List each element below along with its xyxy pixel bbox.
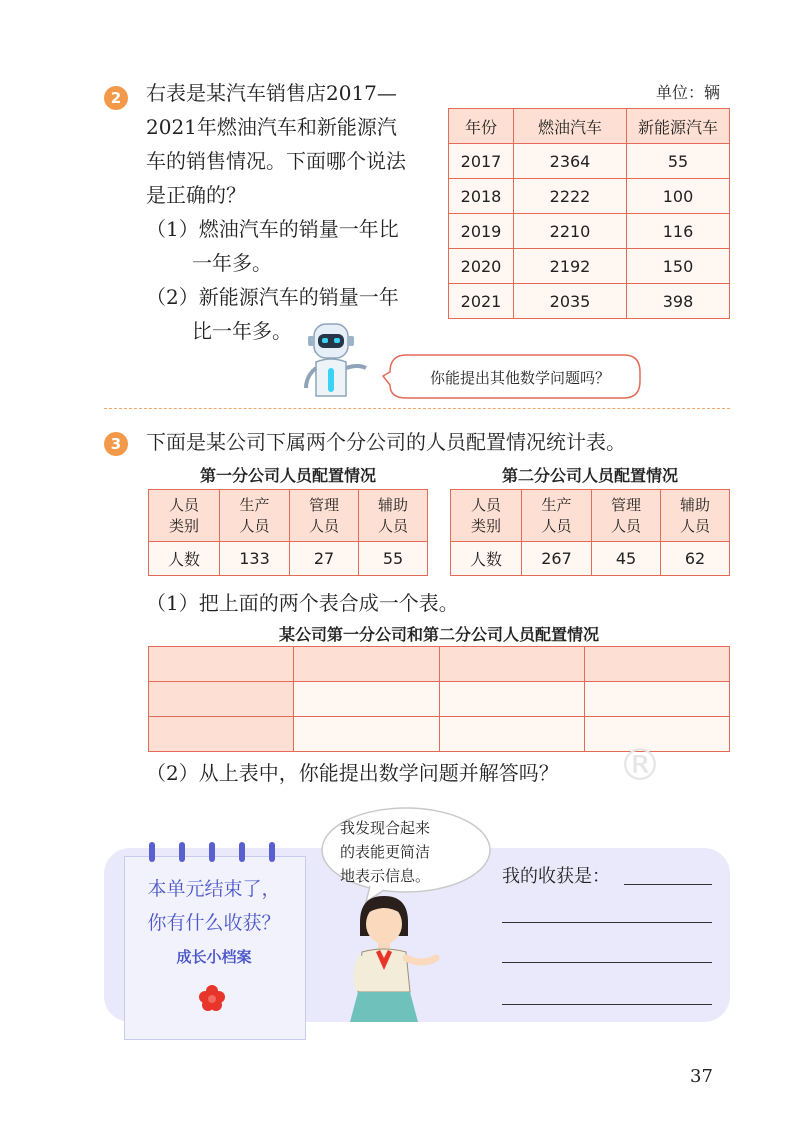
- new-energy-cell: 116: [627, 214, 730, 249]
- q2-option-2: （2）新能源汽车的销量一年: [146, 285, 399, 309]
- answer-line[interactable]: [624, 884, 712, 885]
- new-energy-cell: 398: [627, 284, 730, 319]
- header-category: [451, 490, 522, 542]
- header-category: [149, 490, 220, 542]
- car-sales-table: [448, 108, 730, 319]
- empty-cell[interactable]: [149, 717, 294, 752]
- fuel-cell: 2035: [514, 284, 627, 319]
- card-line-1: 本单元结束了，: [147, 878, 281, 900]
- row-label: 人数: [451, 542, 522, 576]
- branch-1-caption: 第一分公司人员配置情况: [199, 466, 376, 485]
- table-row: [149, 682, 730, 717]
- header-production: [522, 490, 592, 542]
- robot-bubble-text: 你能提出其他数学问题吗？: [429, 368, 610, 387]
- merged-empty-table[interactable]: [148, 646, 730, 752]
- year-cell: 2018: [449, 179, 514, 214]
- header-new-energy: 新能源汽车: [627, 109, 730, 144]
- year-cell: 2020: [449, 249, 514, 284]
- q2-line-2: 2021年燃油汽车和新能源汽: [146, 115, 397, 139]
- binder-rings-icon: [144, 840, 286, 866]
- table-row: [449, 214, 730, 249]
- question-2-badge: 2: [104, 86, 128, 110]
- header-text: 人员: [168, 495, 199, 514]
- header-management: [290, 490, 359, 542]
- header-auxiliary: [359, 490, 428, 542]
- table-row: [149, 647, 730, 682]
- empty-cell[interactable]: [149, 647, 294, 682]
- header-text: 人员: [309, 516, 340, 535]
- value-cell: 62: [661, 542, 730, 576]
- header-text: 辅助: [680, 495, 711, 514]
- merged-table-caption: 某公司第一分公司和第二分公司人员配置情况: [278, 625, 599, 644]
- header-fuel: 燃油汽车: [514, 109, 627, 144]
- table-row: [149, 542, 428, 576]
- year-cell: 2017: [449, 144, 514, 179]
- header-text: 生产: [541, 495, 572, 514]
- page-number: 37: [690, 1066, 713, 1087]
- empty-cell[interactable]: [294, 717, 439, 752]
- header-text: 管理: [309, 495, 340, 514]
- value-cell: 55: [359, 542, 428, 576]
- header-text: 人员: [470, 495, 501, 514]
- header-text: 管理: [611, 495, 642, 514]
- header-production: [220, 490, 290, 542]
- flower-icon: [198, 984, 226, 1012]
- growth-card-tag: 成长小档案: [176, 948, 252, 966]
- fuel-cell: 2192: [514, 249, 627, 284]
- header-management: [592, 490, 661, 542]
- q2-option-1-cont: 一年多。: [192, 251, 272, 275]
- header-text: 人员: [378, 516, 409, 535]
- table-row: [451, 542, 730, 576]
- branch-2-header-row: [451, 490, 730, 542]
- value-cell: 267: [522, 542, 592, 576]
- q2-line-4: 是正确的？: [146, 183, 246, 207]
- girl-bubble-text: [340, 816, 472, 888]
- branch-1-header-row: [149, 490, 428, 542]
- empty-cell[interactable]: [294, 647, 439, 682]
- answer-line[interactable]: [502, 962, 712, 963]
- empty-cell[interactable]: [439, 647, 584, 682]
- table-row: [449, 144, 730, 179]
- car-sales-header-row: [449, 109, 730, 144]
- girl-bubble-line-2: 的表能更简洁: [340, 843, 431, 861]
- registered-watermark: ®: [618, 740, 662, 791]
- q3-sub-1: （1）把上面的两个表合成一个表。: [146, 591, 459, 615]
- section-divider: [104, 408, 730, 409]
- header-text: 人员: [541, 516, 572, 535]
- answer-line[interactable]: [502, 922, 712, 923]
- question-2-text: [146, 76, 436, 348]
- year-cell: 2021: [449, 284, 514, 319]
- growth-card-text: [124, 872, 304, 940]
- table-row: [449, 249, 730, 284]
- girl-bubble-line-3: 地表示信息。: [340, 867, 431, 885]
- empty-cell[interactable]: [439, 682, 584, 717]
- header-year: 年份: [449, 109, 514, 144]
- empty-cell[interactable]: [584, 647, 729, 682]
- girl-illustration: [336, 892, 448, 1024]
- question-3-intro: 下面是某公司下属两个分公司的人员配置情况统计表。: [146, 430, 626, 454]
- table-row: [449, 284, 730, 319]
- new-energy-cell: 55: [627, 144, 730, 179]
- question-3-badge: 3: [104, 432, 128, 456]
- value-cell: 27: [290, 542, 359, 576]
- year-cell: 2019: [449, 214, 514, 249]
- robot-illustration: [292, 318, 372, 398]
- header-text: 人员: [680, 516, 711, 535]
- unit-label: 单位：辆: [656, 83, 721, 102]
- branch-2-caption: 第二分公司人员配置情况: [501, 466, 678, 485]
- header-auxiliary: [661, 490, 730, 542]
- q2-line-1: 右表是某汽车销售店2017—: [146, 81, 397, 105]
- new-energy-cell: 150: [627, 249, 730, 284]
- branch-1-table: [148, 489, 428, 576]
- value-cell: 45: [592, 542, 661, 576]
- fuel-cell: 2364: [514, 144, 627, 179]
- q2-line-3: 车的销售情况。下面哪个说法: [146, 149, 406, 173]
- header-text: 辅助: [378, 495, 409, 514]
- empty-cell[interactable]: [294, 682, 439, 717]
- girl-bubble-line-1: 我发现合起来: [340, 819, 431, 837]
- fuel-cell: 2210: [514, 214, 627, 249]
- header-text: 生产: [239, 495, 270, 514]
- value-cell: 133: [220, 542, 290, 576]
- header-text: 人员: [611, 516, 642, 535]
- q2-option-2-cont: 比一年多。: [192, 319, 292, 343]
- q2-option-1: （1）燃油汽车的销量一年比: [146, 217, 399, 241]
- answer-line[interactable]: [502, 1004, 712, 1005]
- branch-2-table: [450, 489, 730, 576]
- card-line-2: 你有什么收获？: [147, 912, 281, 934]
- header-text: 类别: [168, 516, 199, 535]
- empty-cell[interactable]: [149, 682, 294, 717]
- header-text: 人员: [239, 516, 270, 535]
- new-energy-cell: 100: [627, 179, 730, 214]
- fuel-cell: 2222: [514, 179, 627, 214]
- row-label: 人数: [149, 542, 220, 576]
- table-row: [449, 179, 730, 214]
- empty-cell[interactable]: [584, 682, 729, 717]
- q3-sub-2: （2）从上表中，你能提出数学问题并解答吗？: [146, 761, 559, 785]
- empty-cell[interactable]: [439, 717, 584, 752]
- harvest-label: 我的收获是：: [502, 866, 610, 887]
- header-text: 类别: [470, 516, 501, 535]
